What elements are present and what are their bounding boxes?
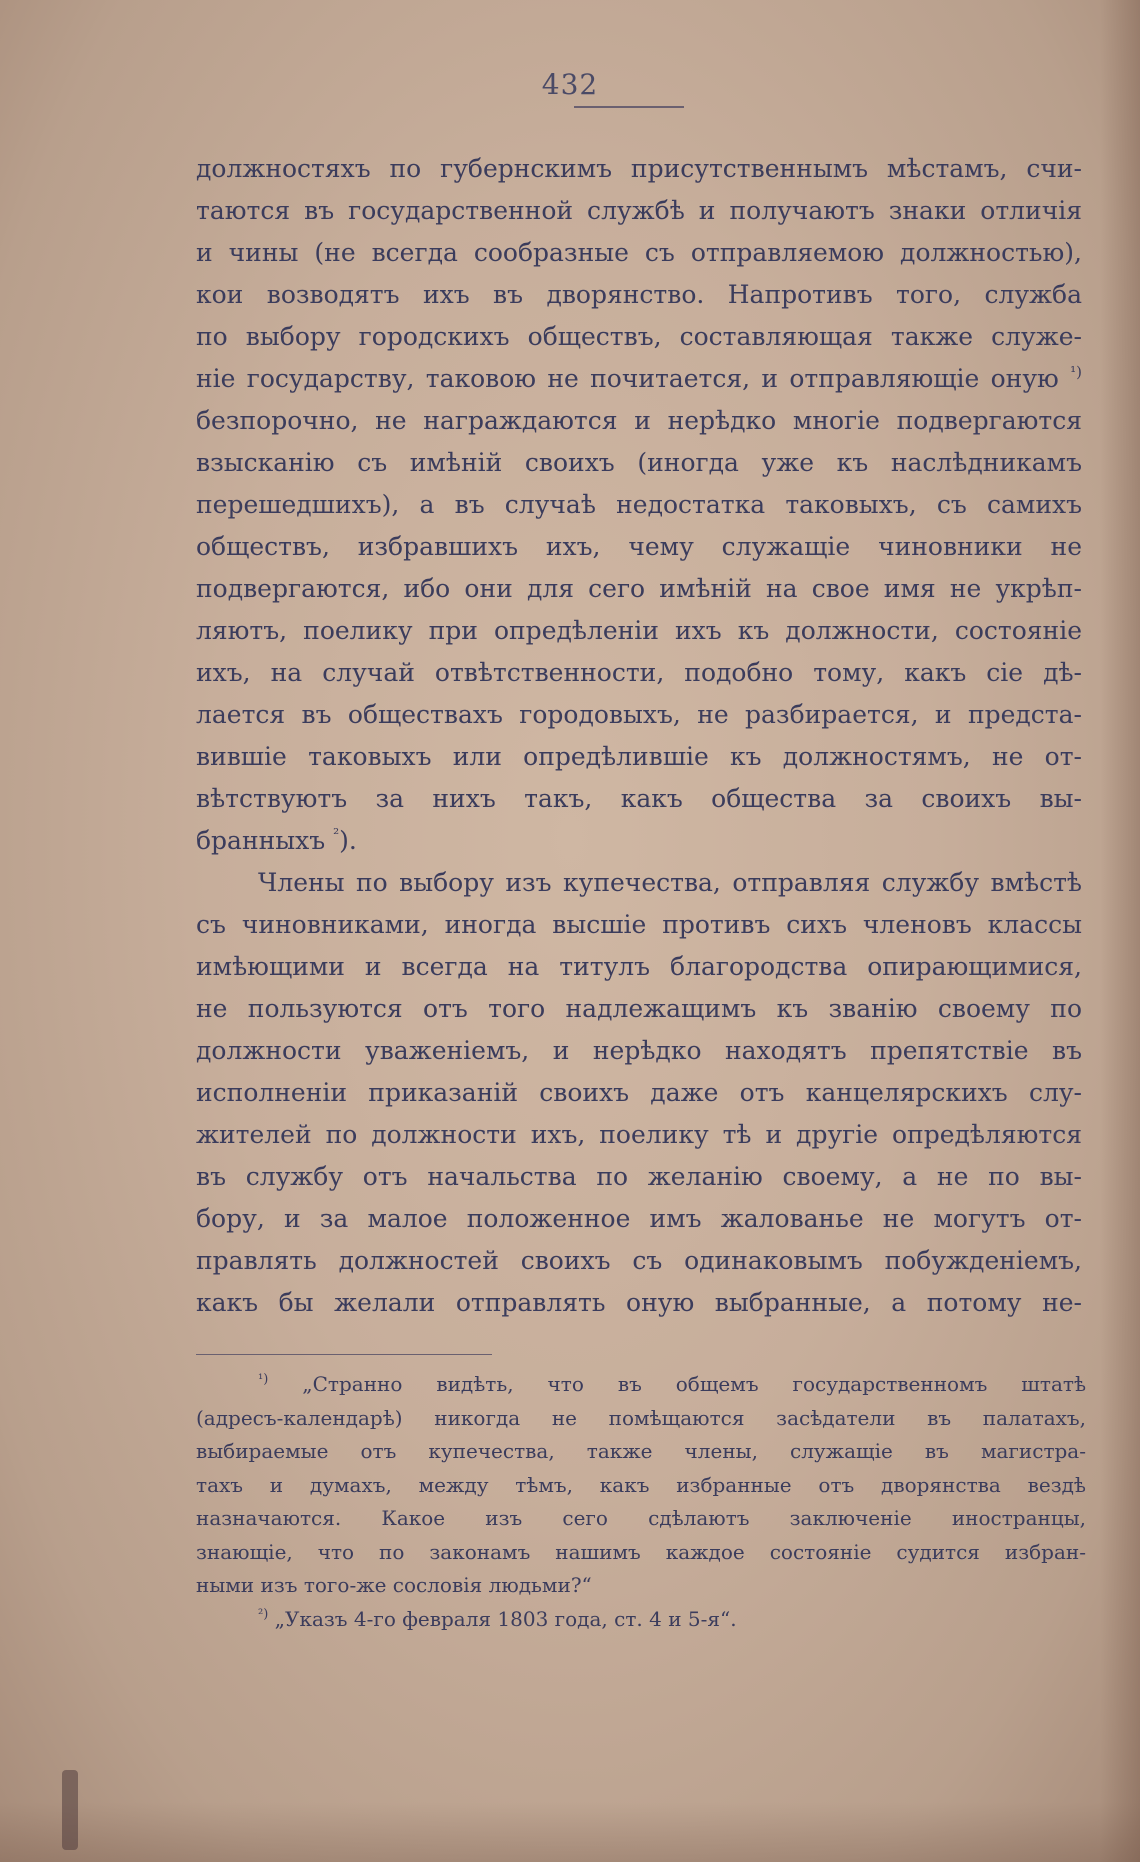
footnote-line [196,1368,1086,1402]
text-line: вившіе таковыхъ или опредѣлившіе къ должностямъ, не от- [196,742,1082,771]
main-text [196,148,1082,1324]
closing-paren: ). [339,826,357,855]
text-line: должности уваженіемъ, и нерѣдко находятъ препятствіе въ [196,1036,1082,1065]
text-line: перешедшихъ), а въ случаѣ недостатка таковыхъ, съ самихъ [196,490,1082,519]
text-line: исполненіи приказаній своихъ даже отъ канцелярскихъ слу- [196,1078,1082,1107]
text-line: правлять должностей своихъ съ одинаковымъ побужденіемъ, [196,1246,1082,1275]
text-line: ляютъ, поелику при опредѣленіи ихъ къ должности, состояніе [196,616,1082,645]
text-line [196,820,1082,862]
footnote-text: „Указъ 4-го февраля 1803 года, ст. 4 и 5-я“. [274,1606,737,1631]
text-line-content: ніе государству, таковою не почитается, и отправляющіе оную [196,364,1059,393]
text-line: безпорочно, не награждаются и нерѣдко многіе подвергаются [196,406,1082,435]
text-line: вѣтствуютъ за нихъ такъ, какъ общества за своихъ вы- [196,784,1082,813]
text-line: обществъ, избравшихъ ихъ, чему служащіе чиновники не [196,532,1082,561]
text-line: Члены по выбору изъ купечества, отправляя службу вмѣстѣ [258,868,1082,897]
text-line: взысканію съ имѣній своихъ (иногда уже къ наслѣдникамъ [196,448,1082,477]
text-line: бору, и за малое положенное имъ жалованье не могутъ от- [196,1204,1082,1233]
footnotes [196,1368,1086,1636]
text-line: таются въ государственной службѣ и получаютъ знаки отличія [196,196,1082,225]
footnote-marker-1: ¹) [258,1372,269,1387]
text-line: какъ бы желали отправлять оную выбранные, а потому не- [196,1288,1082,1317]
footnote-line: знающіе, что по законамъ нашимъ каждое состояніе судится избран- [196,1539,1086,1564]
footnote-line: (адресъ-календарѣ) никогда не помѣщаются засѣдатели въ палатахъ, [196,1405,1086,1430]
footnote-ref-1: ¹) [1070,363,1082,381]
footnote-divider [196,1354,492,1355]
footnote-text: „Странно видѣть, что въ общемъ государственномъ штатѣ [302,1372,1087,1396]
footnote-line [196,1603,1086,1637]
footnote-line: выбираемые отъ купечества, также члены, служащіе въ магистра- [196,1439,1086,1463]
text-line: съ чиновниками, иногда высшіе противъ сихъ членовъ классы [196,910,1082,939]
text-line: имѣющими и всегда на титулъ благородства опирающимися, [196,952,1082,981]
page-number-rule [574,106,684,108]
footnote-line: назначаются. Какое изъ сего сдѣлаютъ заключеніе иностранцы, [196,1506,1086,1530]
text-line: и чины (не всегда сообразные съ отправляемою должностью), [196,238,1082,267]
text-line: въ службу отъ начальства по желанію своему, а не по вы- [196,1162,1082,1191]
text-line: кои возводятъ ихъ въ дворянство. Напротивъ того, служба [196,280,1082,309]
page-edge-shadow-right [1100,0,1140,1862]
text-line: по выбору городскихъ обществъ, составляющая также служе- [196,322,1082,351]
text-line: жителей по должности ихъ, поелику тѣ и другіе опредѣляются [196,1120,1082,1149]
text-line: не пользуются отъ того надлежащимъ къ званію своему по [196,994,1082,1023]
text-line [196,358,1082,400]
footnote-marker-2: ²) [258,1606,269,1622]
text-line: подвергаются, ибо они для сего имѣній на свое имя не укрѣп- [196,574,1082,603]
text-line: должностяхъ по губернскимъ присутственнымъ мѣстамъ, счи- [196,154,1082,183]
text-line: ихъ, на случай отвѣтственности, подобно тому, какъ сіе дѣ- [196,658,1082,687]
text-line-content: бранныхъ [196,826,326,855]
scan-smudge [62,1770,78,1850]
footnote-ref-2: ² [333,825,340,843]
page-number: 432 [541,68,599,101]
text-line: лается въ обществахъ городовыхъ, не разбирается, и предста- [196,700,1082,729]
page-edge-shadow-bottom [0,1802,1140,1862]
footnote-line: ными изъ того-же сословія людьми?“ [196,1573,592,1597]
footnote-line: тахъ и думахъ, между тѣмъ, какъ избранные отъ дворянства вездѣ [196,1472,1086,1497]
